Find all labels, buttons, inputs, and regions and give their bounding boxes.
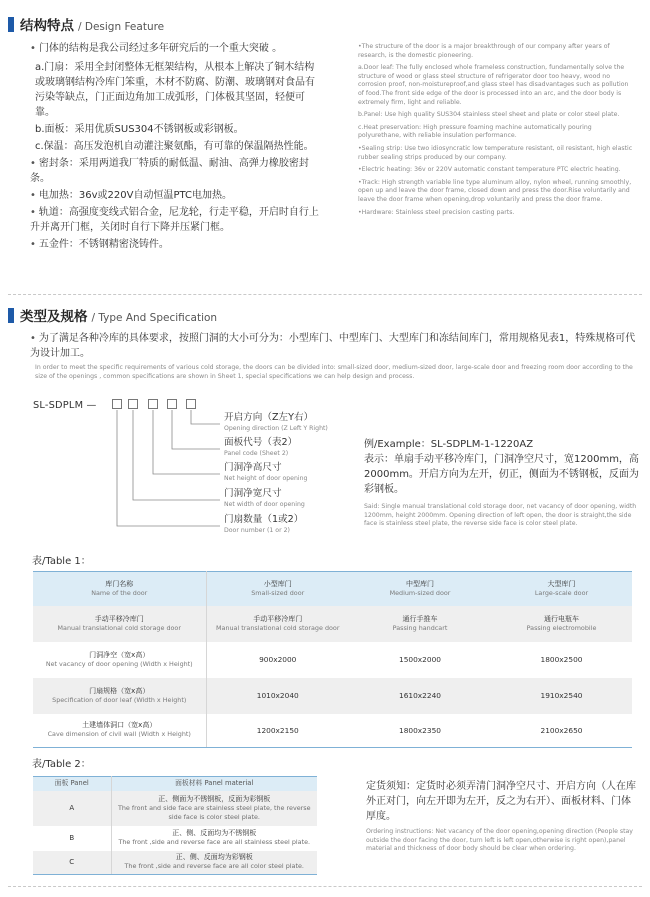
table-cell: A xyxy=(33,791,111,826)
feature-item-en: •Hardware: Stainless steel precision casting parts. xyxy=(358,208,515,216)
table-cell: 手动平移冷库门 Manual translational cold storage door xyxy=(206,606,349,642)
line-panel xyxy=(172,410,220,449)
table-row xyxy=(33,851,317,875)
diagram-label: 开启方向（Z左Y右） xyxy=(224,412,314,423)
table-2 xyxy=(33,776,317,875)
diagram-label-en: Net width of door opening xyxy=(224,501,305,508)
table-cell: 900x2000 xyxy=(206,642,349,678)
feature-item-en: •The structure of the door is a major breakthrough of our company after years of research, is the domestic pioneering. xyxy=(358,43,610,59)
ordering-instructions-en: Ordering instructions: Net vacancy of the door opening,opening direction (People stay outside the door facing the door, turn left is left open,otherwise is right open),panel material and thickness of door body should be clear when ordering. xyxy=(366,828,633,853)
table-header-cell: 面板 Panel xyxy=(33,777,111,791)
table-cell: 1200x2150 xyxy=(206,714,349,748)
table-header-cell: 库门名称 Name of the door xyxy=(33,572,206,606)
table-1 xyxy=(33,571,632,748)
table-cell: 手动平移冷库门 Manual translational cold storage door xyxy=(33,606,206,642)
table-cell: 门扇规格（宽x高） Specification of door leaf (Width x Height) xyxy=(33,678,206,714)
table1-label: 表/Table 1： xyxy=(32,556,91,567)
diagram-label: 门扇数量（1或2） xyxy=(224,514,304,525)
line-height xyxy=(153,410,220,474)
table-cell: 通行手推车 Passing handcart xyxy=(349,606,491,642)
table-cell: 1010x2040 xyxy=(206,678,349,714)
line-door-number xyxy=(117,410,220,526)
table-row xyxy=(33,791,317,826)
table-cell: B xyxy=(33,826,111,851)
feature-item: • 轨道：高强度变线式铝合金，尼龙轮，行走平稳，开启时自行上升并离开门框，关闭时自行下降并压紧门框。 xyxy=(30,205,322,235)
feature-item: c.保温：高压发泡机自动灌注聚氨酯，有可靠的保温隔热性能。 xyxy=(35,141,314,152)
type-spec-intro-en: In order to meet the specific requirements of various cold storage, the doors can be divided into: small-sized door, medium-sized door, large-scale door and freezing room door according to the size of the openings , common specifications are shown in Sheet 1, special specifications we can help design and process. xyxy=(35,364,633,380)
model-code-prefix: SL-SDPLM — xyxy=(33,400,97,411)
bottom-divider xyxy=(8,886,642,887)
table-cell: 1500x2000 xyxy=(349,642,491,678)
feature-item-en: •Electric heating: 36v or 220V automatic constant temperature PTC electric heating. xyxy=(358,166,621,174)
table-header-cell: 面板材料 Panel material xyxy=(111,777,317,791)
table-cell: 2100x2650 xyxy=(491,714,632,748)
table-header-row xyxy=(33,777,317,791)
feature-item: • 门体的结构是我公司经过多年研究后的一个重大突破 。 xyxy=(30,41,322,56)
table-cell: 1610x2240 xyxy=(349,678,491,714)
table-row xyxy=(33,678,632,714)
table-header-row xyxy=(33,572,632,606)
table-header-cell: 大型库门 Large-scale door xyxy=(491,572,632,606)
diagram-label: 门洞净宽尺寸 xyxy=(224,488,282,499)
table-cell: 通行电瓶车 Passing electromobile xyxy=(491,606,632,642)
diagram-label-en: Panel code (Sheet 2) xyxy=(224,450,289,457)
section-title-cn: 类型及规格 xyxy=(20,309,88,325)
feature-item: • 密封条：采用两道我厂特质的耐低温、耐油、高弹力橡胶密封条。 xyxy=(30,156,322,186)
feature-item-en: b.Panel: Use high quality SUS304 stainless steel sheet and plate or color steel plate. xyxy=(358,111,620,119)
ordering-instructions-cn: 定货须知：定货时必须弄清门洞净空尺寸、开启方向（人在库外正对门，向左开即为左开，反之为右开）、面板材料、门体厚度。 xyxy=(366,781,636,822)
section-title-en: / Design Feature xyxy=(78,21,165,33)
table-row xyxy=(33,826,317,851)
table-row xyxy=(33,714,632,748)
table-cell: 土建墙体洞口（宽x高） Cave dimension of civil wall (Width x Height) xyxy=(33,714,206,748)
feature-item: • 五金件：不锈钢精密浇铸件。 xyxy=(30,237,322,252)
diagram-label-en: Net height of door opening xyxy=(224,475,308,482)
table-cell: 1800x2350 xyxy=(349,714,491,748)
table-cell: 1800x2500 xyxy=(491,642,632,678)
section-title-en: / Type And Specification xyxy=(91,312,218,324)
diagram-label-en: Opening direction (Z Left Y Right) xyxy=(224,425,328,432)
table-cell: 正、侧、反面均为彩钢板 The front ,side and reverse face are all color steel plate. xyxy=(111,851,317,875)
line-direction xyxy=(191,410,220,424)
feature-item: • 电加热：36v或220V自动恒温PTC电加热。 xyxy=(30,188,322,203)
example-desc-cn: 表示：单扇手动平移冷库门，门洞净空尺寸，宽1200mm，高2000mm。开启方向为左开，仞正，侧面为不锈钢板，反面为彩钢板。 xyxy=(364,454,639,495)
type-spec-intro-cn: • 为了满足各种冷库的具体要求，按照门洞的大小可分为：小型库门、中型库门、大型库门和冻结间库门，常用规格见表1，特殊规格可代为设计加工。 xyxy=(30,331,636,361)
feature-item-en: c.Heat preservation: High pressure foaming machine automatically pouring polyurethane, with reliable insulation performance. xyxy=(358,123,592,140)
example-desc-en: Said: Single manual translational cold storage door, net vacancy of door opening, width 1200mm, height 2000mm. Opening direction of left open, the door is straight,the side face is stainless steel plate, the reverse side face is color steel plate. xyxy=(364,503,637,528)
feature-item: b.面板：采用优质SUS304不锈钢板或彩钢板。 xyxy=(35,124,244,135)
diagram-label: 门洞净高尺寸 xyxy=(224,462,282,473)
table2-label: 表/Table 2： xyxy=(32,759,91,770)
example-title: 例/Example：SL-SDPLM-1-1220AZ xyxy=(364,439,534,450)
table-header-cell: 中型库门 Medium-sized door xyxy=(349,572,491,606)
table-cell: C xyxy=(33,851,111,875)
table-cell: 1910x2540 xyxy=(491,678,632,714)
table-cell: 正、侧面为不锈钢板，反面为彩钢板 The front and side face are stainless steel plate, the reverse side face is color steel plate. xyxy=(111,791,317,826)
table-cell: 正、侧、反面均为不锈钢板 The front ,side and reverse face are all stainless steel plate. xyxy=(111,826,317,851)
section-title-cn: 结构特点 xyxy=(20,18,74,34)
table-row xyxy=(33,606,632,642)
diagram-label-en: Door number (1 or 2) xyxy=(224,527,290,534)
feature-item-en: •Sealing strip: Use two idiosyncratic low temperature resistant, oil resistant, high elastic rubber sealing strips produced by our company. xyxy=(358,144,633,161)
diagram-label: 面板代号（表2） xyxy=(224,437,298,448)
feature-item-en: a.Door leaf: The fully enclosed whole frameless construction, fundamentally solve the structure of wood or glass steel structure of refrigerator door too heavy, wood no corrosion proof, non-moistureproof,and glass steel has disadvantages such as pollution of food.The front side edge of the door is processed into an arc, and the door body is extremely firm, light and reliable. xyxy=(358,64,629,106)
table-cell: 门洞净空（宽x高） Net vacancy of door opening (Width x Height) xyxy=(33,642,206,678)
table-row xyxy=(33,642,632,678)
feature-item-en: •Track: High strength variable line type aluminum alloy, nylon wheel, running smoothly, open up and leave the door frame, closed down and press the door.Rise voluntarily and leave the door frame when opening,drop voluntarily and press the door frame. xyxy=(358,178,632,203)
table-header-cell: 小型库门 Small-sized door xyxy=(206,572,349,606)
feature-item: a.门扇：采用全封闭整体无框架结构，从根本上解决了铜木结构或玻璃钢结构冷库门笨重，木材不防腐、防潮、玻璃钢对食品有污染等缺点，门正面边角加工成弧形，门体极其坚固，轻便可靠。 xyxy=(35,62,315,118)
line-width xyxy=(133,410,220,500)
